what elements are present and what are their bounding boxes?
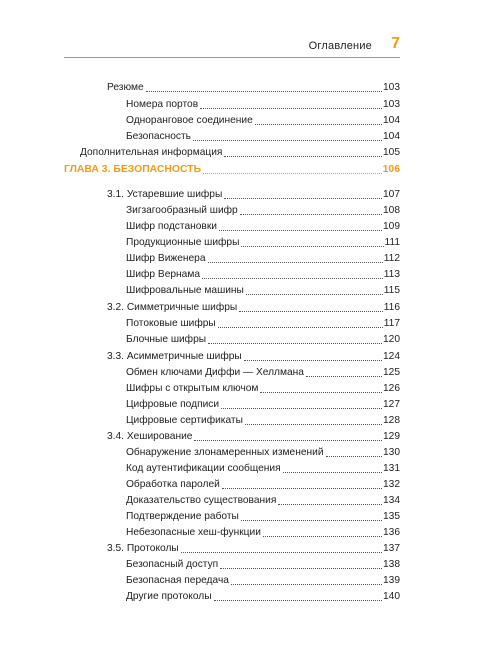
dot-leader: [283, 472, 382, 473]
dot-leader: [208, 262, 383, 263]
toc-chapter-entry[interactable]: [64, 160, 400, 176]
dot-leader: [306, 376, 382, 377]
toc-page-number: 129: [383, 431, 400, 442]
toc-page-number: 136: [383, 527, 400, 538]
toc-page-number: 112: [383, 253, 400, 264]
toc-entry[interactable]: [126, 95, 400, 111]
header-divider: [64, 57, 400, 58]
toc-page-number: 140: [383, 591, 400, 602]
toc-entry[interactable]: [126, 395, 400, 411]
dot-leader: [240, 214, 382, 215]
toc-page-number: 134: [383, 495, 400, 506]
dot-leader: [194, 440, 382, 441]
toc-page-number: 104: [383, 131, 400, 142]
toc-page-number: 117: [383, 318, 400, 329]
dot-leader: [260, 392, 382, 393]
toc-entry[interactable]: [80, 143, 400, 159]
dot-leader: [181, 552, 382, 553]
toc-page-number: 115: [383, 285, 400, 296]
dot-leader: [193, 140, 382, 141]
toc-entry-title: Код аутентификации сообщения: [126, 463, 281, 474]
dot-leader: [244, 360, 382, 361]
toc-entry-title: Шифр Виженера: [126, 253, 206, 264]
dot-leader: [219, 230, 382, 231]
toc-entry-title: Дополнительная информация: [80, 147, 223, 158]
toc-entry-title: 3.4. Хеширование: [107, 431, 193, 442]
dot-leader: [278, 504, 382, 505]
toc-page-number: 138: [383, 559, 400, 570]
toc-entry-title: Блочные шифры: [126, 334, 207, 345]
dot-leader: [241, 520, 382, 521]
toc-entry[interactable]: [126, 411, 400, 427]
toc-entry[interactable]: [126, 127, 400, 143]
toc-entry-title: Шифр подстановки: [126, 221, 217, 232]
toc-entry[interactable]: [126, 233, 400, 249]
toc-entry[interactable]: [107, 78, 400, 94]
toc-entry[interactable]: [107, 539, 400, 555]
toc-entry-title: ГЛАВА 3. БЕЗОПАСНОСТЬ: [64, 164, 202, 175]
toc-page-number: 113: [383, 269, 400, 280]
toc-entry-title: Шифровальные машины: [126, 285, 244, 296]
dot-leader: [326, 456, 382, 457]
toc-entry[interactable]: [126, 459, 400, 475]
dot-leader: [218, 327, 383, 328]
toc-entry[interactable]: [126, 571, 400, 587]
toc-entry-title: Номера портов: [126, 99, 199, 110]
dot-leader: [221, 408, 382, 409]
toc-page-number: 116: [383, 302, 400, 313]
page-header: [64, 36, 400, 56]
dot-leader: [224, 156, 382, 157]
toc-page-number: 132: [383, 479, 400, 490]
toc-entry-title: Подтверждение работы: [126, 511, 239, 522]
toc-entry[interactable]: [126, 201, 400, 217]
dot-leader: [220, 568, 382, 569]
running-title: Оглавление: [308, 40, 372, 52]
toc-entry-title: Зигзагообразный шифр: [126, 205, 238, 216]
toc-page-number: 107: [383, 189, 400, 200]
toc-page-number: 126: [383, 383, 400, 394]
toc-entry-title: Небезопасные хеш-функции: [126, 527, 261, 538]
toc-entry-title: Цифровые сертификаты: [126, 415, 243, 426]
toc-entry-title: Потоковые шифры: [126, 318, 216, 329]
toc-entry-title: Продукционные шифры: [126, 237, 240, 248]
dot-leader: [214, 600, 382, 601]
toc-page-number: 125: [383, 367, 400, 378]
toc-entry-title: Обработка паролей: [126, 479, 220, 490]
dot-leader: [146, 91, 382, 92]
dot-leader: [246, 294, 383, 295]
toc-page-number: 103: [383, 82, 400, 93]
toc-entry[interactable]: [126, 330, 400, 346]
toc-page-number: 111: [384, 237, 400, 248]
toc-page-number: 103: [383, 99, 400, 110]
toc-entry-title: Резюме: [107, 82, 144, 93]
toc-entry-title: Другие протоколы: [126, 591, 212, 602]
page-number: 7: [391, 35, 400, 52]
toc-page-number: 104: [383, 115, 400, 126]
toc-entry-title: Безопасная передача: [126, 575, 229, 586]
toc-page-number: 127: [383, 399, 400, 410]
dot-leader: [239, 311, 383, 312]
toc-entry-title: Обмен ключами Диффи — Хеллмана: [126, 367, 304, 378]
toc-entry-title: 3.2. Симметричные шифры: [107, 302, 238, 313]
toc-page-number: 124: [383, 351, 400, 362]
toc-entry-title: 3.3. Асимметричные шифры: [107, 351, 242, 362]
toc-page-number: 130: [383, 447, 400, 458]
toc-entry[interactable]: [107, 347, 400, 363]
dot-leader: [255, 124, 382, 125]
toc-entry[interactable]: [126, 265, 400, 281]
dot-leader: [241, 246, 383, 247]
toc-entry[interactable]: [107, 427, 400, 443]
toc-entry[interactable]: [126, 363, 400, 379]
toc-entry[interactable]: [126, 507, 400, 523]
dot-leader: [224, 198, 382, 199]
toc-entry-title: Безопасный доступ: [126, 559, 219, 570]
toc-entry[interactable]: [126, 314, 400, 330]
dot-leader: [202, 278, 383, 279]
toc-page-number: 120: [383, 334, 400, 345]
toc-entry-title: Одноранговое соединение: [126, 115, 253, 126]
toc-entry-title: Безопасность: [126, 131, 191, 142]
toc-page-number: 139: [383, 575, 400, 586]
toc-entry-title: 3.1. Устаревшие шифры: [107, 189, 223, 200]
toc-page-number: 137: [383, 543, 400, 554]
dot-leader: [200, 108, 382, 109]
toc-entry[interactable]: [126, 491, 400, 507]
toc-page-number: 109: [383, 221, 400, 232]
toc-page-number: 105: [383, 147, 400, 158]
toc-entry-title: 3.5. Протоколы: [107, 543, 179, 554]
toc-entry-title: Шифр Вернама: [126, 269, 200, 280]
dot-leader: [208, 343, 382, 344]
toc-entry[interactable]: [107, 298, 400, 314]
toc-entry-title: Шифры с открытым ключом: [126, 383, 259, 394]
toc-entry[interactable]: [126, 217, 400, 233]
toc-entry[interactable]: [126, 249, 400, 265]
toc-entry[interactable]: [107, 185, 400, 201]
toc-page-number: 135: [383, 511, 400, 522]
toc-page-number: 128: [383, 415, 400, 426]
dot-leader: [231, 584, 382, 585]
toc-entry-title: Обнаружение злонамеренных изменений: [126, 447, 324, 458]
toc-entry-title: Доказательство существования: [126, 495, 277, 506]
toc-entry[interactable]: [126, 523, 400, 539]
toc-entry[interactable]: [126, 587, 400, 603]
toc-entry[interactable]: [126, 555, 400, 571]
toc-entry[interactable]: [126, 475, 400, 491]
toc-entry-title: Цифровые подписи: [126, 399, 220, 410]
toc-page-number: 108: [383, 205, 400, 216]
toc-entry[interactable]: [126, 281, 400, 297]
toc-entry[interactable]: [126, 379, 400, 395]
dot-leader: [222, 488, 382, 489]
toc-page-number: 131: [383, 463, 400, 474]
dot-leader: [245, 424, 382, 425]
toc-entry[interactable]: [126, 443, 400, 459]
dot-leader: [263, 536, 382, 537]
toc-page-number: 106: [382, 164, 400, 175]
toc-entry[interactable]: [126, 111, 400, 127]
dot-leader: [203, 173, 382, 174]
